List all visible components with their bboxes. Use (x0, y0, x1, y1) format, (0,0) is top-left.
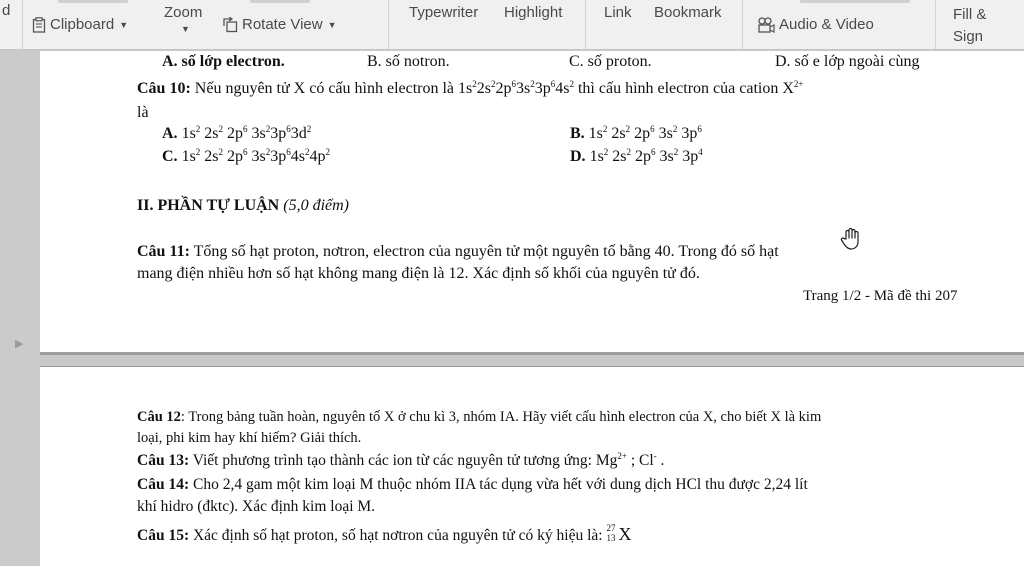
clipboard-button[interactable] (32, 16, 128, 34)
chevron-down-icon[interactable]: ▼ (181, 24, 190, 34)
option-label: D. (570, 148, 586, 165)
chevron-down-icon[interactable]: ▼ (119, 20, 129, 31)
option-b-prev: B. số notron. (367, 53, 450, 70)
question-11-label: Câu 11: (137, 243, 190, 260)
bookmark-button[interactable]: Bookmark (654, 4, 722, 21)
document-page-1 (40, 51, 1024, 352)
audio-video-icon (757, 17, 775, 33)
clipboard-label: Clipboard (50, 16, 115, 33)
audio-video-button[interactable] (757, 16, 874, 34)
question-13-end: . (656, 452, 665, 469)
question-10-config (458, 80, 578, 97)
toolbar-divider (22, 0, 23, 50)
question-10 (137, 79, 803, 99)
rotate-view-label: Rotate View (242, 16, 323, 33)
fill-sign-label-line1: Fill & (953, 6, 987, 23)
orbital: 2s (476, 80, 491, 97)
option-c: C. $1s^2$ $2s^2$ $2p^6$ $3s^23p^64s^24p^2$ (162, 147, 330, 165)
ribbon-row-above (58, 0, 128, 3)
option-d: D. $1s^2$ $2s^2$ $2p^6$ $3s^2$ $3p^4$ (570, 147, 703, 165)
link-button[interactable]: Link (604, 4, 632, 21)
question-14-text: Cho 2,4 gam một kim loại M thuộc nhóm IIA tác dụng vừa hết với dung dịch HCl thu được 2,24 lít (192, 476, 808, 493)
option-b: B. $1s^2$ $2s^2$ $2p^6$ $3s^2$ $3p^6$ (570, 124, 702, 142)
section-2-heading (137, 196, 349, 216)
toolbar-divider (585, 0, 586, 50)
electron-count: 6 (511, 79, 516, 89)
ribbon-row-above (250, 0, 310, 3)
typewriter-button[interactable]: Typewriter (409, 4, 479, 21)
mg-ion-charge: 2+ (617, 451, 627, 461)
question-12-text: : Trong bảng tuần hoàn, nguyên tố X ở chu kì 3, nhóm IA. Hãy viết cấu hình electron của X, cho biết X là kim (180, 409, 822, 425)
question-12-line-1 (137, 407, 821, 427)
question-14-line-1 (137, 475, 808, 495)
option-label: A. (162, 125, 178, 142)
rotate-view-button[interactable] (222, 16, 337, 34)
option-text: A. số lớp electron. (162, 53, 285, 70)
mass-number: 27 (606, 523, 616, 533)
cation-charge: 2+ (793, 79, 804, 89)
ribbon-toolbar (0, 0, 1024, 50)
question-15-label: Câu 15: (137, 527, 190, 544)
question-12-label: Câu 12 (137, 409, 181, 425)
question-13-separator: ; Cl (626, 452, 654, 469)
question-12-line-2: loại, phi kim hay khí hiếm? Giải thích. (137, 430, 362, 446)
cl-ion-charge: - (653, 451, 657, 461)
atomic-number: 13 (606, 533, 616, 543)
question-11-text: Tổng số hạt proton, nơtron, electron của nguyên tử một nguyên tố bằng 40. Trong đó số hạt (193, 243, 779, 260)
orbital: 3p (534, 80, 551, 97)
option-label: C. (162, 148, 178, 165)
isotope-notation (606, 524, 618, 544)
option-label: B. (570, 125, 585, 142)
question-10-text: Nếu nguyên tử X có cấu hình electron là (194, 80, 455, 97)
toolbar-divider (742, 0, 743, 50)
element-symbol: X (618, 524, 632, 544)
orbital: 4s (555, 80, 570, 97)
question-15-text: Xác định số hạt proton, số hạt nơtron của nguyên tử có ký hiệu là: (192, 527, 603, 544)
question-13 (137, 451, 664, 471)
electron-count: 2 (530, 79, 535, 89)
option-a: A. $1s^2$ $2s^2$ $2p^6$ $3s^23p^63d^2$ (162, 124, 312, 142)
question-14-line-2: khí hidro (đktc). Xác định kim loại M. (137, 498, 376, 515)
hand-cursor-icon (840, 227, 862, 251)
partial-button-label[interactable]: d (2, 2, 11, 19)
highlight-button[interactable]: Highlight (504, 4, 563, 21)
question-10-la: là (137, 104, 149, 121)
clipboard-icon (32, 17, 46, 33)
section-2-title: II. PHẦN TỰ LUẬN (137, 197, 280, 214)
orbital: 1s (458, 80, 473, 97)
page-footer: Trang 1/2 - Mã đề thi 207 (803, 288, 958, 304)
expand-panel-icon[interactable]: ▶ (15, 338, 24, 350)
page-separator (40, 352, 1024, 355)
fill-sign-button[interactable] (953, 4, 986, 48)
question-11-line-2: mang điện nhiều hơn số hạt không mang điện là 12. Xác định số khối của nguyên tử đó. (137, 265, 700, 282)
document-page-2 (40, 366, 1024, 566)
toolbar-divider (935, 0, 936, 50)
fill-sign-label-line2: Sign (953, 28, 984, 45)
question-10-label: Câu 10: (137, 80, 191, 97)
question-13-text: Viết phương trình tạo thành các ion từ các nguyên tử tương ứng: Mg (192, 452, 618, 469)
section-2-points: (5,0 điểm) (283, 197, 349, 214)
question-10-text-2: thì cấu hình electron của cation X (577, 80, 794, 97)
electron-count: 2 (472, 79, 477, 89)
rotate-view-icon (222, 17, 238, 33)
chevron-down-icon[interactable]: ▼ (327, 20, 337, 31)
electron-count: 2 (569, 79, 574, 89)
electron-count: 2 (491, 79, 496, 89)
question-15 (137, 524, 631, 546)
electron-count: 6 (550, 79, 556, 89)
toolbar-divider (388, 0, 389, 50)
question-13-label: Câu 13: (137, 452, 190, 469)
audio-video-label: Audio & Video (779, 16, 874, 33)
orbital: 3s (516, 80, 531, 97)
zoom-button[interactable]: Zoom (164, 4, 203, 21)
option-d-prev: D. số e lớp ngoài cùng (775, 53, 920, 70)
question-14-label: Câu 14: (137, 476, 190, 493)
navigation-gutter (0, 51, 40, 566)
option-a-prev (162, 52, 285, 72)
question-11-line-1 (137, 242, 779, 262)
orbital: 2p (495, 80, 512, 97)
option-c-prev: C. số proton. (569, 53, 652, 70)
ribbon-row-above (800, 0, 910, 3)
